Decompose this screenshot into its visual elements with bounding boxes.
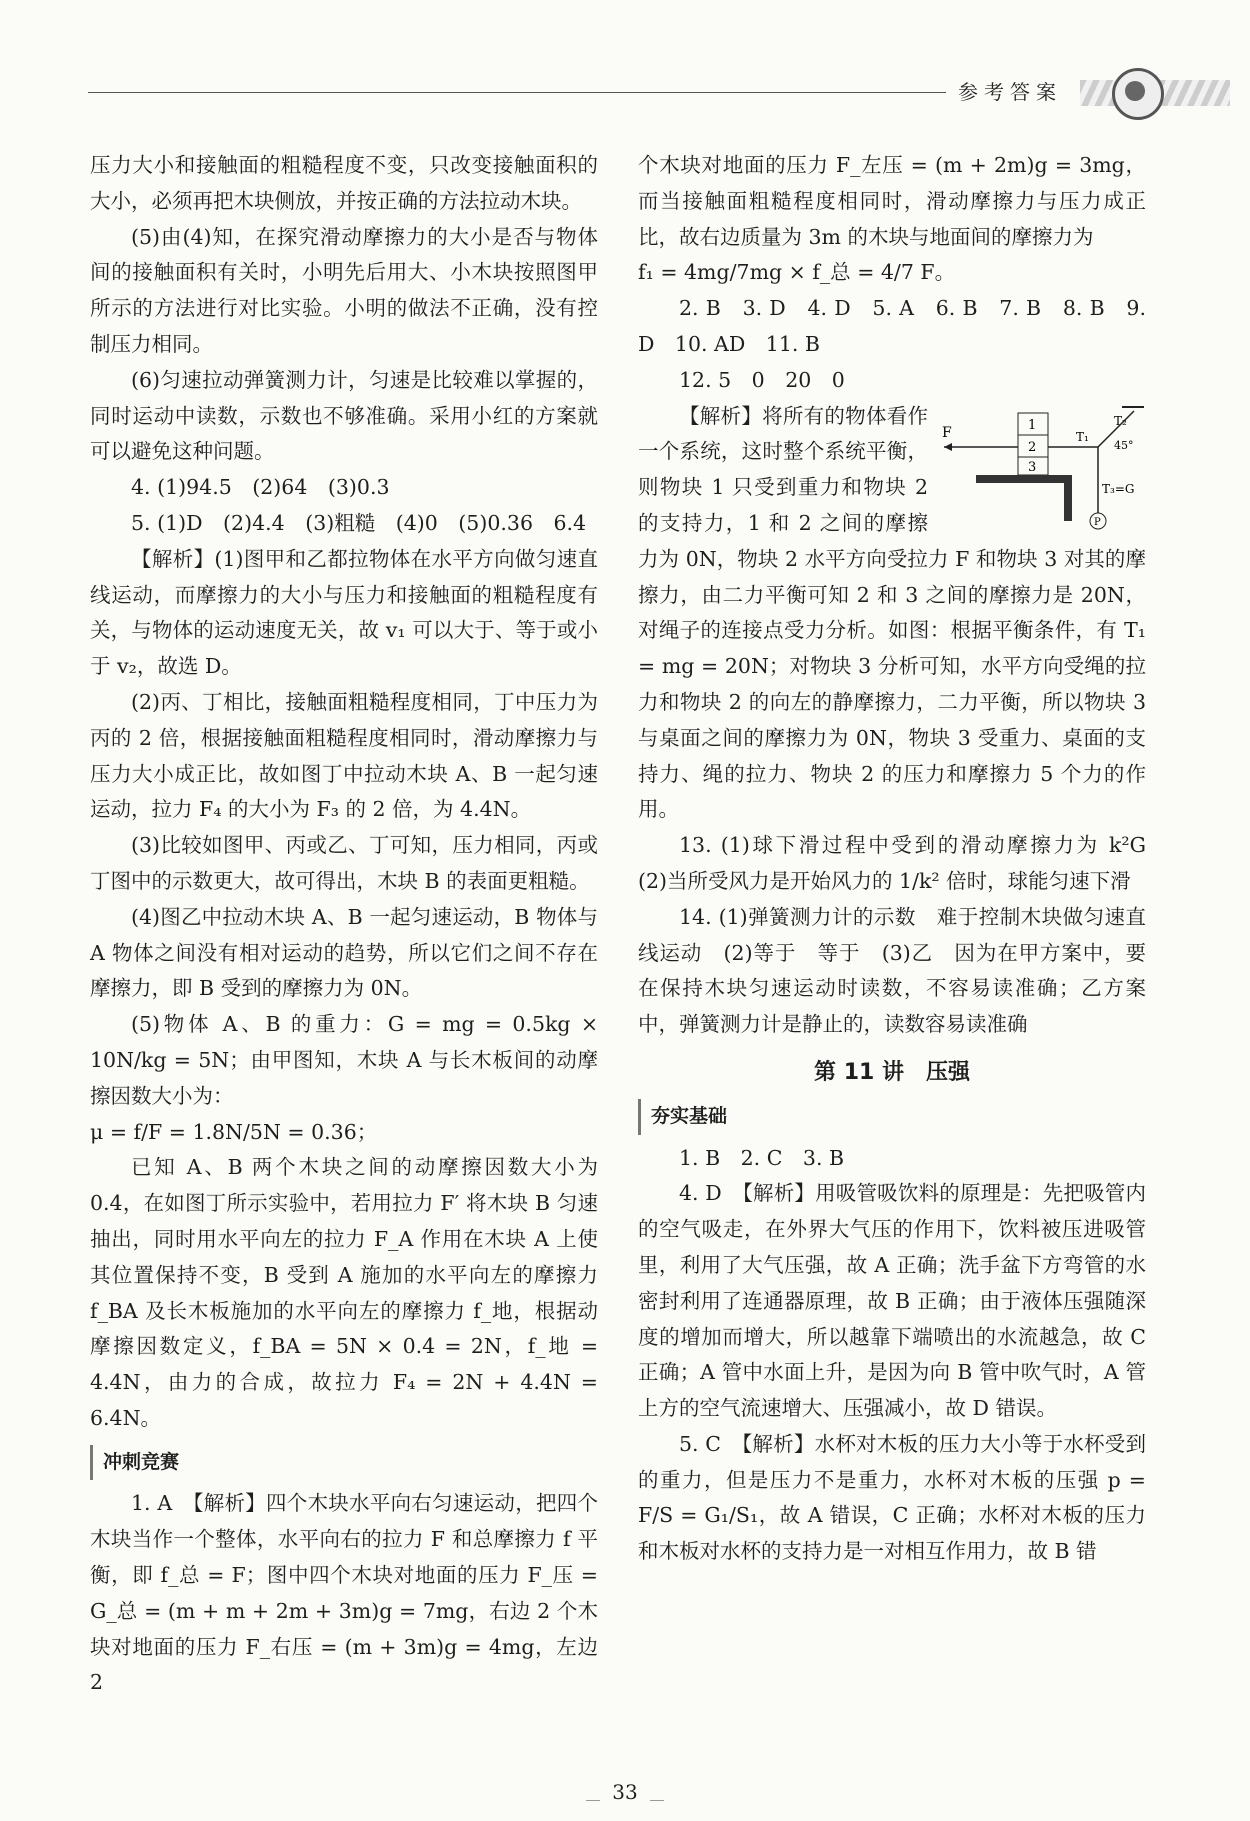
paragraph: (3)比较如图甲、丙或乙、丁可知，压力相同，丙或丁图中的示数更大，故可得出，木块 B 的表面更粗糙。	[90, 833, 598, 893]
formula: f₁ = 4mg/7mg × f_总 = 4/7 F。	[638, 260, 956, 285]
fig-label: 1	[1028, 417, 1037, 433]
left-column	[90, 148, 598, 1701]
page-number: 33	[590, 1780, 660, 1804]
paragraph: 13. (1)球下滑过程中受到的滑动摩擦力为 k²G (2)当所受风力是开始风力的 1/k² 倍时，球能匀速下滑	[638, 833, 1167, 893]
answer-line: 2. B 3. D 4. D 5. A 6. B 7. B 8. B 9. D 10. AD 11. B	[638, 296, 1146, 356]
fig-label: P	[1094, 516, 1101, 528]
paragraph: 5. C 【解析】水杯对木板的压力大小等于水杯受到的重力，但是压力不是重力，水杯对木板的压强 p = F/S = G₁/S₁，故 A 错误，C 正确；水杯对木板的压力和木板对水杯的支持力是一对相互作用力，故 B 错	[638, 1431, 1146, 1564]
paragraph: 已知 A、B 两个木块之间的动摩擦因数大小为 0.4，在如图丁所示实验中，若用拉力 F′ 将木块 B 匀速抽出，同时用水平向左的拉力 F_A 作用在木块 A 上使其位置保持不变，B 受到 A 施加的水平向左的摩擦力 f_BA 及长木板施加的水平向左的摩擦力 f_地，根据动摩擦因数定义，f_BA = 5N × 0.4 = 2N，f_地 = 4.4N，由力的合成，故拉力 F₄ = 2N + 4.4N = 6.4N。	[90, 1155, 598, 1430]
answer-line: 12. 5 0 20 0	[679, 367, 845, 392]
paragraph: 个木块对地面的压力 F_左压 = (m + 2m)g = 3mg，而当接触面粗糙程度相同时，滑动摩擦力与压力成正比，故右边质量为 3m 的木块与地面间的摩擦力为	[638, 153, 1146, 249]
paragraph: (5)物体 A、B 的重力：G = mg = 0.5kg × 10N/kg = 5N；由甲图知，木块 A 与长木板间的动摩擦因数大小为：	[90, 1012, 598, 1108]
paragraph: 【解析】将所有的物体看作一个系统，这时整个系统平衡，则物块 1 只受到重力和物块 2 的支持力，1 和 2 之间的摩擦力为 0N，物块 2 水平方向受拉力 F 和物块 3 对其的摩擦力，由二力平衡可知 2 和 3 之间的摩擦力是 20N，对绳子的连接点受力分析。如图：根据平衡条件，有 T₁ = mg = 20N；对物块 3 分析可知，水平方向受绳的拉力和物块 2 的向左的静摩擦力，二力平衡，所以物块 3 与桌面之间的摩擦力为 0N，物块 3 受重力、桌面的支持力、绳的拉力、物块 2 的压力和摩擦力 5 个力的作用。	[638, 403, 1146, 822]
paragraph: 【解析】(1)图甲和乙都拉物体在水平方向做匀速直线运动，而摩擦力的大小与压力和接触面的粗糙程度有关，与物体的运动速度无关，故 v₁ 可以大于、等于或小于 v₂，故选 D。	[90, 546, 598, 679]
fig-label: T₂	[1114, 413, 1127, 428]
paragraph: (4)图乙中拉动木块 A、B 一起匀速运动，B 物体与 A 物体之间没有相对运动的趋势，所以它们之间不存在摩擦力，即 B 受到的摩擦力为 0N。	[90, 904, 598, 1001]
answer-line: 4. (1)94.5 (2)64 (3)0.3	[131, 475, 390, 500]
fig-label: T₁	[1076, 429, 1089, 444]
header-label: 参考答案	[958, 80, 1062, 104]
answer-line: 1. B 2. C 3. B	[679, 1145, 845, 1170]
fig-label: 3	[1028, 459, 1037, 475]
paragraph: (2)丙、丁相比，接触面粗糙程度相同，丁中压力为丙的 2 倍，根据接触面粗糙程度相同时，滑动摩擦力与压力大小成正比，故如图丁中拉动木块 A、B 一起匀速运动，拉力 F₄ 的大小为 F₃ 的 2 倍，为 4.4N。	[90, 689, 598, 822]
section-heading: 冲刺竞赛	[90, 1445, 598, 1481]
paragraph: 4. D 【解析】用吸管吸饮料的原理是：先把吸管内的空气吸走，在外界大气压的作用下，饮料被压进吸管里，利用了大气压强，故 A 正确；洗手盆下方弯管的水密封利用了连通器原理，故 B 正确；由于液体压强随深度的增加而增大，所以越靠下端喷出的水流越急，故 C 正确；A 管中水面上升，是因为向 B 管中吹气时，A 管上方的空气流速增大、压强减小，故 D 错误。	[638, 1181, 1146, 1421]
formula: μ = f/F = 1.8N/5N = 0.36；	[90, 1119, 378, 1144]
header-rule	[88, 92, 946, 93]
section-heading: 夯实基础	[638, 1099, 1146, 1135]
fig-label: 2	[1028, 439, 1037, 455]
paragraph: 压力大小和接触面的粗糙程度不变，只改变接触面积的大小，必须再把木块侧放，并按正确的方法拉动木块。	[90, 153, 598, 213]
fig-label: F	[942, 424, 952, 441]
force-diagram-svg	[936, 403, 1146, 533]
paragraph: (5)由(4)知，在探究滑动摩擦力的大小是否与物体间的接触面积有关时，小明先后用大、小木块按照图甲所示的方法进行对比实验。小明的做法不正确，没有控制压力相同。	[90, 224, 598, 356]
fig-label: T₃=G	[1102, 481, 1135, 496]
answer-line: 5. (1)D (2)4.4 (3)粗糙 (4)0 (5)0.36 6.4	[131, 510, 587, 535]
chapter-title: 第 11 讲 压强	[814, 1059, 970, 1085]
paragraph: 1. A 【解析】四个木块水平向右匀速运动，把四个木块当作一个整体，水平向右的拉力 F 和总摩擦力 f 平衡，即 f_总 = F；图中四个木块对地面的压力 F_压 = G_总 = (m + m + 2m + 3m)g = 7mg，右边 2 个木块对地面的压力 F_右压 = (m + 3m)g = 4mg，左边 2	[90, 1491, 598, 1695]
paragraph: (6)匀速拉动弹簧测力计，匀速是比较难以掌握的，同时运动中读数，示数也不够准确。采用小红的方案就可以避免这种问题。	[90, 367, 598, 464]
paragraph: 14. (1)弹簧测力计的示数 难于控制木块做匀速直线运动 (2)等于 等于 (3)乙 因为在甲方案中，要在保持木块匀速运动时读数，不容易读准确；乙方案中，弹簧测力计是静止的，读数容易读准确	[638, 904, 1146, 1037]
force-diagram	[936, 403, 1146, 533]
right-column	[638, 148, 1167, 1570]
emblem-icon	[1112, 68, 1164, 120]
fig-label: 45°	[1114, 438, 1134, 452]
